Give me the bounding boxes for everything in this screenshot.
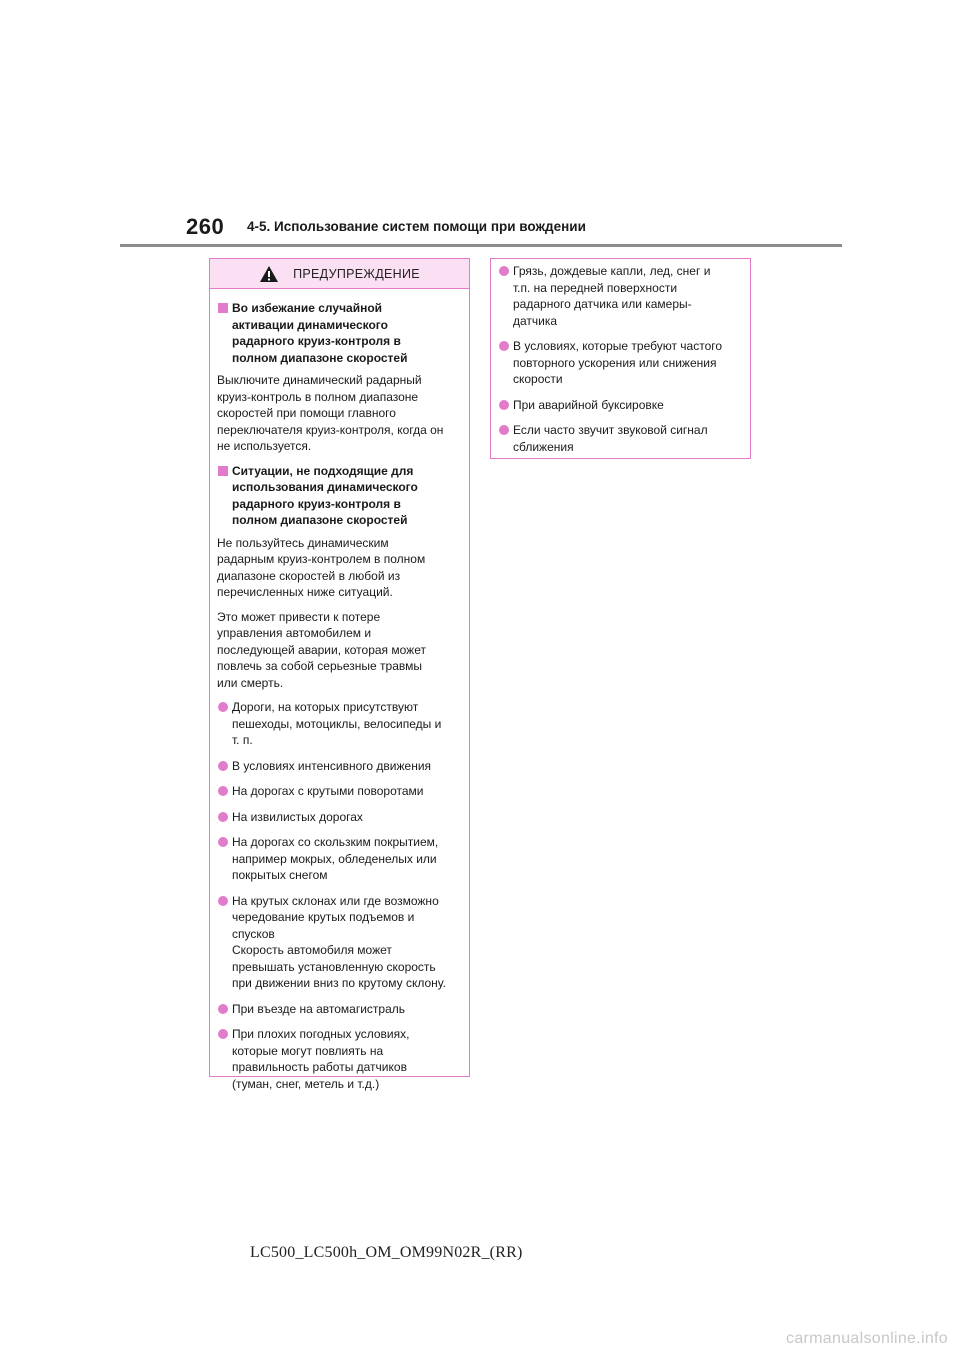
- warning-triangle-icon: [259, 265, 279, 283]
- page-number: 260: [186, 214, 225, 239]
- list-item: В условиях интенсивного движения: [217, 758, 455, 775]
- heading-text: Во избежание случайной активации динамического радарного круиз-контроля в полном диапазоне скоростей: [232, 301, 408, 365]
- square-bullet-icon: [218, 466, 228, 476]
- circle-bullet-icon: [218, 786, 228, 796]
- list-item: При плохих погодных условиях, которые могут повлиять на правильность работы датчиков (туман, снег, метель и т.д.): [217, 1026, 455, 1092]
- circle-bullet-icon: [218, 812, 228, 822]
- circle-bullet-icon: [218, 896, 228, 906]
- header-divider: [120, 244, 842, 247]
- list-item: На извилистых дорогах: [217, 809, 455, 826]
- list-item: Грязь, дождевые капли, лед, снег и т.п. на передней поверхности радарного датчика или камеры- датчика: [498, 263, 736, 329]
- warning-header: [210, 259, 469, 289]
- circle-bullet-icon: [218, 1004, 228, 1014]
- circle-bullet-icon: [218, 1029, 228, 1039]
- watermark: carmanualsonline.info: [786, 1330, 948, 1347]
- warning-heading-unsuitable-situations: [217, 463, 455, 529]
- paragraph-switch-off: Выключите динамический радарный круиз-контроль в полном диапазоне скоростей при помощи главного переключателя круиз-контроля, когда он не используется.: [217, 373, 444, 453]
- warning-content-right: [491, 259, 750, 455]
- square-bullet-icon: [218, 303, 228, 313]
- circle-bullet-icon: [499, 425, 509, 435]
- list-item: Если часто звучит звуковой сигнал сближения: [498, 422, 736, 455]
- circle-bullet-icon: [218, 761, 228, 771]
- circle-bullet-icon: [218, 837, 228, 847]
- list-item: На крутых склонах или где возможно чередование крутых подъемов и спусков Скорость автомобиля может превышать установленную скорость при движении вниз по крутому склону.: [217, 893, 455, 992]
- warning-box: [209, 258, 470, 1091]
- paragraph-do-not-use: Не пользуйтесь динамическим радарным круиз-контролем в полном диапазоне скоростей в любой из перечисленных ниже ситуаций.: [217, 535, 426, 599]
- heading-text: Ситуации, не подходящие для использования динамического радарного круиз-контроля в полном диапазоне скоростей: [232, 463, 418, 527]
- list-item: На дорогах со скользким покрытием, например мокрых, обледенелых или покрытых снегом: [217, 834, 455, 884]
- list-item: Дороги, на которых присутствуют пешеходы, мотоциклы, велосипеды и т. п.: [217, 699, 455, 749]
- list-item: В условиях, которые требуют частого повторного ускорения или снижения скорости: [498, 338, 736, 388]
- list-item: При въезде на автомагистраль: [217, 1001, 455, 1018]
- warning-box-continued: [490, 258, 751, 459]
- paragraph-consequences: Это может привести к потере управления автомобилем и последующей аварии, которая может повлечь за собой серьезные травмы или смерть.: [217, 609, 426, 690]
- list-item: При аварийной буксировке: [498, 397, 736, 414]
- list-item: На дорогах с крутыми поворотами: [217, 783, 455, 800]
- section-title: 4-5. Использование систем помощи при вождении: [247, 219, 586, 234]
- warning-title: ПРЕДУПРЕЖДЕНИЕ: [293, 266, 420, 281]
- manual-code: LC500_LC500h_OM_OM99N02R_(RR): [250, 1244, 523, 1261]
- circle-bullet-icon: [218, 702, 228, 712]
- circle-bullet-icon: [499, 266, 509, 276]
- warning-heading-accidental-activation: [217, 300, 455, 366]
- circle-bullet-icon: [499, 341, 509, 351]
- circle-bullet-icon: [499, 400, 509, 410]
- warning-content-left: [210, 289, 469, 1092]
